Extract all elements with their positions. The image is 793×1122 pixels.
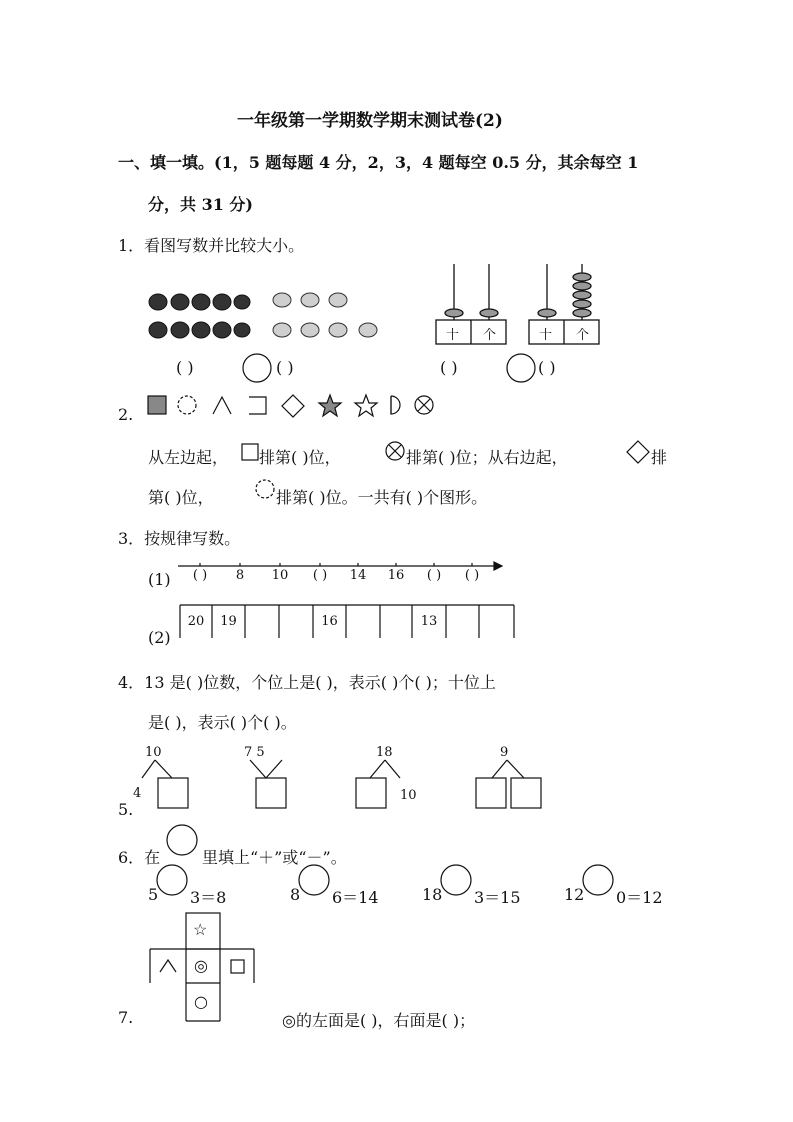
q6-eq3-b: 3＝15 — [474, 888, 521, 907]
sequence-box: 20 — [187, 614, 205, 629]
q6-eq2-b: 6＝14 — [332, 888, 379, 907]
sequence-box: 19 — [220, 614, 237, 629]
q4-line1: 4．13 是( )位数，个位上是( )，表示( )个( )；十位上 — [118, 673, 496, 692]
q1-blank-2[interactable]: ( ) — [276, 358, 294, 377]
q3-label: 3．按规律写数。 — [118, 529, 241, 548]
tree2-top: 7 5 — [244, 745, 265, 760]
number-line-label: 8 — [235, 568, 245, 583]
q3-part1-label: (1) — [148, 570, 171, 589]
q2-line1-d: 排 — [651, 448, 668, 467]
cube-face-circle: ○ — [194, 992, 208, 1011]
number-line-label[interactable]: ( ) — [192, 568, 208, 583]
q2-line1-b: 排第( )位， — [259, 448, 341, 467]
page-title: 一年级第一学期数学期末测试卷(2) — [237, 111, 503, 131]
number-line-label: 16 — [387, 568, 405, 583]
q6-eq2-a: 8 — [290, 885, 301, 904]
q2-number: 2. — [118, 405, 134, 424]
abacus2-tens-label: 十 — [539, 328, 553, 343]
q3-part2-label: (2) — [148, 628, 171, 647]
q1-blank-4[interactable]: ( ) — [538, 358, 556, 377]
q2-line2-a: 第( )位， — [148, 488, 214, 507]
tree3-right: 10 — [400, 788, 417, 803]
q6-label-b: 里填上“＋”或“－”。 — [202, 848, 347, 867]
q6-eq1-a: 5 — [148, 885, 159, 904]
number-line-label: 10 — [271, 568, 289, 583]
section-heading-line2: 分，共 31 分) — [148, 195, 253, 214]
q6-label-a: 6．在 — [118, 848, 161, 867]
abacus1-ones-label: 个 — [483, 328, 497, 343]
tree1-left: 4 — [133, 786, 142, 801]
q7-text: ◎的左面是( )，右面是( )； — [282, 1011, 476, 1030]
number-line-label[interactable]: ( ) — [426, 568, 442, 583]
q6-eq4-a: 12 — [564, 885, 585, 904]
q1-label: 1．看图写数并比较大小。 — [118, 236, 305, 255]
q6-eq1-b: 3＝8 — [190, 888, 227, 907]
q2-line2-b: 排第( )位。一共有( )个图形。 — [276, 488, 488, 507]
number-line-label: 14 — [349, 568, 367, 583]
square-icon — [231, 960, 244, 973]
abacus1-tens-label: 十 — [446, 328, 460, 343]
cube-face-double-circle: ◎ — [194, 956, 208, 975]
q2-line1-c: 排第( )位；从右边起， — [406, 448, 568, 467]
cube-face-star: ☆ — [193, 920, 208, 939]
q2-line1-a: 从左边起， — [148, 448, 229, 467]
q7-number: 7. — [118, 1008, 134, 1027]
q1-blank-1[interactable]: ( ) — [176, 358, 194, 377]
tree3-top: 18 — [376, 745, 393, 760]
number-line-label[interactable]: ( ) — [464, 568, 480, 583]
q6-eq4-b: 0＝12 — [616, 888, 663, 907]
q6-eq3-a: 18 — [422, 885, 443, 904]
q1-blank-3[interactable]: ( ) — [440, 358, 458, 377]
sequence-box: 16 — [321, 614, 338, 629]
caret-icon — [160, 960, 176, 972]
number-line-label[interactable]: ( ) — [312, 568, 328, 583]
sequence-box: 13 — [420, 614, 438, 629]
tree1-top: 10 — [145, 745, 162, 760]
abacus2-ones-label: 个 — [576, 328, 590, 343]
q4-line2: 是( )，表示( )个( )。 — [148, 713, 297, 732]
section-heading-line1: 一、填一填。(1，5 题每题 4 分，2，3，4 题每空 0.5 分，其余每空 1 — [118, 153, 639, 172]
tree4-top: 9 — [500, 745, 509, 760]
q5-number: 5. — [118, 800, 134, 819]
